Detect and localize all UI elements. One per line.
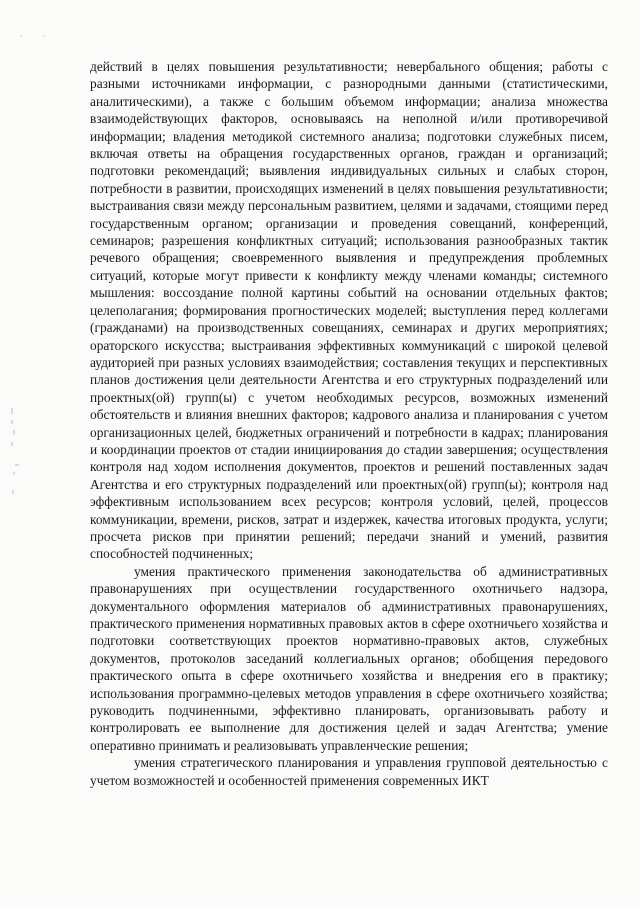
scan-edge-mark — [12, 408, 14, 446]
paragraph-skills-continued: действий в целях повышения результативности; невербального общения; работы с разными источниками информации, с разнородными данными (статистическими, аналитическими), а также с большим объемом информации; анализа множества взаимодействующих факторов, основываясь на неполной и/или противоречивой информации; владения методикой системного анализа; подготовки служебных писем, включая ответы на обращения государственных органов, граждан и организаций; подготовки рекомендаций; выявления индивидуальных сильных и слабых сторон, потребности в развитии, происходящих изменений в целях повышения результативности; выстраивания связи между персональным развитием, целями и задачами, стоящими перед государственным органом; организации и проведения совещаний, конференций, семинаров; разрешения конфликтных ситуаций; использования разнообразных тактик речевого обращения; своевременного выявления и предупреждения проблемных ситуаций, которые могут привести к конфликту между членами команды; системного мышления: воссоздание полной картины событий на основании отдельных фактов; целеполагания; формирования прогностических моделей; выступления перед коллегами (гражданами) на производственных совещаниях, семинарах и других мероприятиях; ораторского искусства; выстраивания эффективных коммуникаций с широкой целевой аудиторией при разных условиях взаимодействия; составления текущих и перспективных планов достижения цели деятельности Агентства и его структурных подразделений или проектных(ой) групп(ы) с учетом необходимых ресурсов, возможных изменений обстоятельств и влияния внешних факторов; кадрового анализа и планирования с учетом организационных целей, бюджетных ограничений и потребности в кадрах; планирования и координации проектов от стадии инициирования до стадии завершения; осуществления контроля над ходом исполнения документов, проектов и решений поставленных задач Агентства и его структурных подразделений или проектных(ой) групп(ы); контроля над эффективным использованием всех ресурсов; контроля условий, целей, процессов коммуникации, времени, рисков, затрат и издержек, качества итоговых продукта, услуги; просчета рисков при принятии решений; передачи знаний и умений, развития способностей подчиненных; — [90, 59, 608, 562]
paragraph-strategic-planning-skills: умения стратегического планирования и управления групповой деятельностью с учетом возможностей и особенностей применения современных ИКТ — [90, 755, 608, 788]
paragraph-practical-application-skills: умения практического применения законодательства об административных правонарушениях при осуществлении государственного охотничьего надзора, документального оформления материалов об административных правонарушениях, практического применения нормативных правовых актов в сфере охотничьего хозяйства и подготовки соответствующих проектов нормативно-правовых актов, служебных документов, протоколов заседаний коллегиальных органов; обобщения передового практического опыта в сфере охотничьего хозяйства и внедрения его в практику; использования программно-целевых методов управления в сфере охотничьего хозяйства; руководить подчиненными, эффективно планировать, организовывать работу и контролировать ее выполнение для достижения целей и задач Агентства; умение оперативно принимать и реализовывать управленческие решения; — [90, 563, 608, 753]
document-body — [90, 58, 608, 789]
scan-speck — [43, 35, 45, 37]
scan-edge-mark — [13, 465, 19, 494]
scan-speck — [20, 35, 22, 37]
